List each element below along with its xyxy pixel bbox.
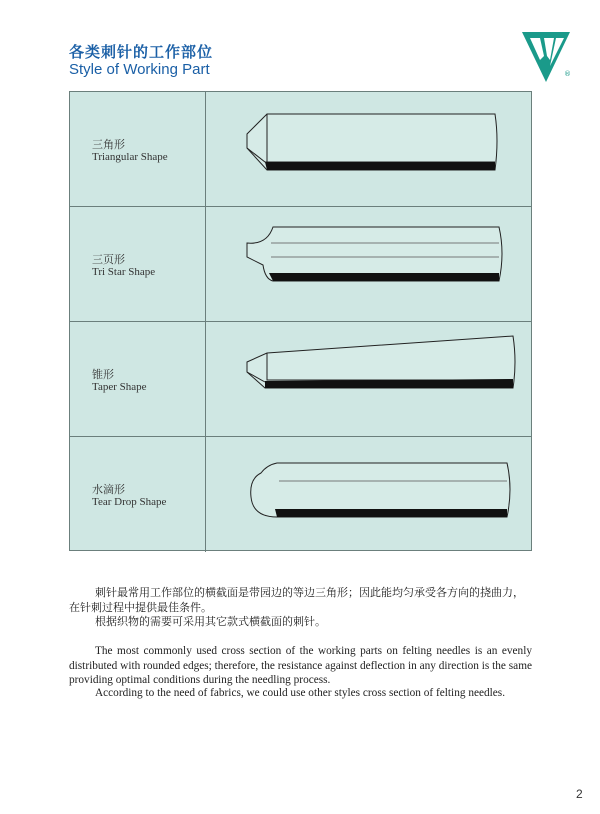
shape-drawing-cell [207, 437, 531, 552]
taper-needle-illustration [207, 322, 531, 437]
shape-drawing-cell [207, 92, 531, 206]
page-title-chinese: 各类刺针的工作部位 [69, 43, 214, 61]
company-logo-icon [520, 30, 572, 86]
shape-row-triangular [70, 92, 531, 207]
shape-name-en: Tri Star Shape [92, 266, 156, 278]
shape-row-tri-star [70, 207, 531, 322]
shape-label-cell [70, 322, 206, 436]
shape-name-cn: 锥形 [92, 368, 114, 381]
shape-name-cn: 水滴形 [92, 483, 125, 496]
shape-drawing-cell [207, 207, 531, 321]
body-paragraph-en-1: The most commonly used cross section of the working parts on felting needles is an evenly distributed with rounded edges; therefore, the resistance against deflection in any direction is the same providing optimal conditions during the needling process. [69, 645, 532, 686]
shape-name-en: Taper Shape [92, 381, 147, 393]
shapes-table [69, 91, 532, 551]
shape-label-cell [70, 207, 206, 321]
body-paragraph-en-2: According to the need of fabrics, we could use other styles cross section of felting needles. [95, 687, 506, 699]
tear-drop-needle-illustration [207, 437, 531, 552]
shape-name-en: Tear Drop Shape [92, 496, 167, 508]
shape-label-cell [70, 92, 206, 206]
shape-name-en: Triangular Shape [92, 151, 168, 163]
shape-name-cn: 三页形 [92, 253, 125, 266]
page-title-english: Style of Working Part [69, 61, 210, 78]
page-number: 2 [576, 787, 583, 801]
shape-name-cn: 三角形 [92, 138, 125, 151]
triangular-needle-illustration [207, 92, 531, 207]
body-paragraph-cn-1: 刺针最常用工作部位的横截面是带园边的等边三角形；因此能均匀承受各方向的挠曲力，在针刺过程中提供最佳条件。 [69, 586, 524, 614]
shape-row-tear-drop [70, 437, 531, 552]
shape-row-taper [70, 322, 531, 437]
tri-star-needle-illustration [207, 207, 531, 322]
body-paragraph-cn-2: 根据织物的需要可采用其它款式横截面的刺针。 [95, 615, 326, 628]
shape-drawing-cell [207, 322, 531, 436]
shape-label-cell [70, 437, 206, 552]
svg-text:®: ® [564, 70, 571, 78]
